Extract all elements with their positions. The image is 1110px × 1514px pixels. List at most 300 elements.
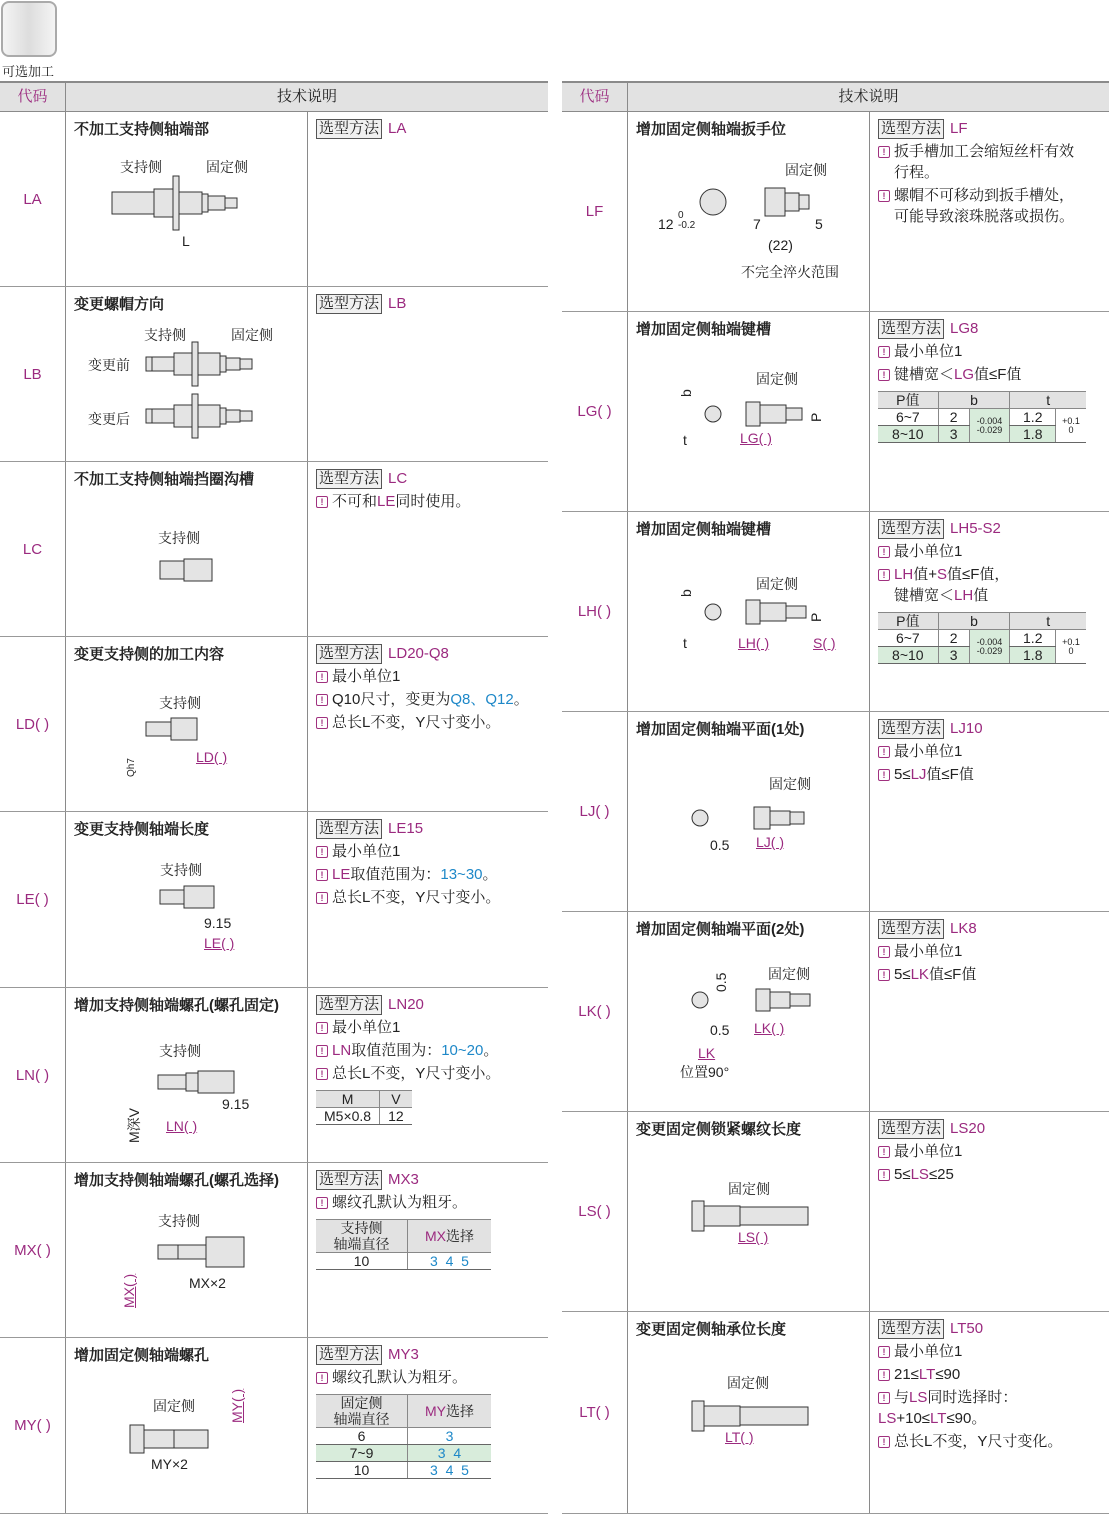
drawing-label: P (808, 612, 824, 622)
shaft-segment (146, 357, 152, 371)
shaft-segment (184, 886, 214, 908)
shaft-segment (160, 890, 184, 904)
shaft-segment (740, 1207, 808, 1225)
shaft-segment (704, 1406, 740, 1426)
shaft-segment (220, 356, 226, 372)
option-row-lb (0, 287, 548, 462)
drawing-label: 支持侧 (144, 327, 186, 343)
selection-method (878, 518, 1101, 539)
tol-lower: 0 (1068, 424, 1074, 435)
note-item (316, 1017, 540, 1038)
shaft-segment (130, 1425, 144, 1453)
selection-method-label: 选型方法 (878, 1319, 944, 1339)
warning-icon: ! (316, 717, 328, 729)
drawing-cell (628, 312, 870, 511)
warning-icon: ! (316, 869, 328, 881)
shaft-segment (765, 188, 785, 216)
subtable-row (316, 1253, 491, 1270)
note-item (878, 1341, 1101, 1362)
p-value: 8~10 (878, 426, 938, 443)
note-line (878, 1164, 1101, 1185)
spec-subtable (316, 1090, 412, 1125)
text: 值≤F值 (928, 966, 977, 983)
warning-icon: ! (878, 1392, 890, 1404)
drawing-label: 位置90° (680, 1064, 730, 1080)
text: 键槽宽＜ (894, 366, 955, 383)
warning-icon: ! (878, 569, 890, 581)
note-line (316, 1017, 540, 1038)
shaft-segment (220, 408, 226, 424)
shaft-segment (174, 405, 192, 427)
text: 5≤ (894, 966, 911, 983)
drawing-label: P (808, 412, 824, 422)
drawing-cell (628, 712, 870, 911)
highlight-text: S (936, 566, 947, 583)
shaft-drawing (628, 112, 869, 312)
option-row-ls (562, 1112, 1109, 1312)
text: 螺帽不可移动到扳手槽处， (894, 187, 1075, 204)
note-line (316, 887, 540, 908)
option-code: LF (562, 112, 628, 311)
drawing-label: MY( ) (229, 1388, 245, 1423)
selection-method-label: 选型方法 (316, 819, 382, 839)
drawing-cell (628, 1312, 870, 1513)
shaft-segment (186, 1073, 198, 1091)
option-code: LK( ) (562, 912, 628, 1111)
drawing-label: 固定侧 (756, 576, 798, 592)
note-line (316, 864, 540, 885)
tol-lower: -0.029 (976, 424, 1003, 435)
subtable-row (316, 1445, 491, 1462)
drawing-label: LH( ) (738, 635, 770, 651)
shaft-section-circle (692, 992, 708, 1008)
note-line (878, 364, 1101, 385)
shaft-segment (198, 405, 220, 427)
text: 取值范围为： (351, 1042, 442, 1059)
shaft-drawing (628, 912, 869, 1112)
shaft-segment (208, 196, 225, 210)
subtable-header (316, 1220, 407, 1253)
shaft-segment (754, 807, 770, 829)
drawing-label: (22) (768, 237, 793, 253)
b-value: 3 (938, 647, 969, 664)
header-description: 技术说明 (66, 83, 548, 112)
subtable-cell: 3 (407, 1428, 491, 1445)
selection-method (316, 818, 540, 839)
drawing-label: S( ) (813, 635, 836, 651)
note-line (878, 964, 1101, 985)
drawing-label: 9.15 (204, 915, 232, 931)
drawing-label: b (678, 389, 694, 397)
option-title: 增加支持侧轴端螺孔(螺孔固定) (74, 997, 279, 1014)
option-code: LE( ) (0, 812, 66, 987)
shaft-segment (152, 357, 174, 371)
keyway-table (878, 612, 1086, 664)
text: 5≤ (894, 1166, 911, 1183)
shaft-segment (192, 342, 198, 386)
shaft-segment (225, 198, 237, 208)
option-code: LC (0, 462, 66, 636)
drawing-cell (628, 1112, 870, 1311)
option-title: 增加固定侧轴端平面(2处) (636, 921, 805, 938)
warning-icon: ! (878, 1436, 890, 1448)
text: 最小单位1 (894, 543, 963, 560)
option-code: LJ( ) (562, 712, 628, 911)
note-item (878, 541, 1101, 562)
selection-example: LJ10 (950, 720, 983, 737)
option-title: 增加固定侧轴端键槽 (636, 321, 772, 338)
header-description: 技术说明 (628, 83, 1109, 112)
drawing-label: M深V (126, 1108, 142, 1143)
selection-method (316, 1344, 540, 1365)
option-code: LG( ) (562, 312, 628, 511)
option-row-lh (562, 512, 1109, 712)
option-title: 变更支持侧轴端长度 (74, 821, 210, 838)
drawing-label: 0.5 (713, 972, 729, 992)
note-item (878, 1387, 1101, 1429)
shaft-segment (790, 812, 804, 824)
shaft-segment (192, 394, 198, 438)
drawing-label: 固定侧 (785, 162, 827, 178)
shaft-section-circle (692, 810, 708, 826)
option-row-lc (0, 462, 548, 637)
shaft-segment (158, 1245, 178, 1259)
text: 扳手槽加工会缩短丝杆有效 (894, 143, 1075, 160)
shaft-segment (160, 561, 184, 579)
option-row-lg (562, 312, 1109, 512)
drawing-label: 固定侧 (756, 371, 798, 387)
highlight-text: LE (332, 866, 351, 883)
text: 总长L不变，Y尺寸变化。 (894, 1433, 1063, 1450)
warning-icon: ! (316, 1372, 328, 1384)
subtable-cell: 6 (316, 1428, 407, 1445)
shaft-segment (154, 189, 173, 217)
note-item (316, 1192, 540, 1213)
shaft-segment (740, 1407, 808, 1425)
drawing-label: 7 (753, 216, 761, 232)
selection-method (878, 118, 1101, 139)
note-line (878, 1431, 1101, 1452)
shaft-segment (790, 994, 810, 1006)
warning-icon: ! (316, 1022, 328, 1034)
subtable-header (316, 1091, 380, 1108)
text: 螺纹孔默认为粗牙。 (332, 1194, 468, 1211)
warning-icon: ! (878, 1369, 890, 1381)
subtable-cell: 10 (316, 1253, 407, 1270)
option-code: LT( ) (562, 1312, 628, 1513)
selection-method (878, 918, 1101, 939)
description-cell (870, 712, 1109, 911)
drawing-label: 固定侧 (769, 776, 811, 792)
b-tolerance (969, 630, 1010, 664)
selection-example: LF (950, 120, 968, 137)
drawing-label: 变更前 (88, 357, 130, 373)
keyway-header: t (1010, 392, 1086, 409)
tol-upper: -0.004 (976, 415, 1003, 426)
highlight-text: MX (424, 1228, 446, 1244)
shaft-segment (144, 1430, 174, 1448)
note-line (316, 689, 540, 710)
t-value: 1.8 (1010, 647, 1056, 664)
text: 最小单位1 (894, 943, 963, 960)
description-cell (870, 912, 1109, 1111)
text: 最小单位1 (894, 343, 963, 360)
selection-example: LT50 (950, 1320, 984, 1337)
warning-icon: ! (316, 1197, 328, 1209)
tol-upper: -0.004 (976, 636, 1003, 647)
shaft-segment (770, 811, 790, 825)
text: 最小单位1 (332, 1019, 401, 1036)
text: 最小单位1 (332, 668, 401, 685)
option-row-lk (562, 912, 1109, 1112)
selection-method-label: 选型方法 (316, 995, 382, 1015)
note-line (316, 1063, 540, 1084)
note-item (878, 564, 1101, 606)
text: ≤25 (928, 1166, 954, 1183)
note-line (878, 1364, 1101, 1385)
selection-method (316, 1169, 540, 1190)
option-row-la (0, 112, 548, 287)
description-cell (308, 287, 548, 461)
option-row-lf (562, 112, 1109, 312)
selection-example: LC (388, 470, 408, 487)
subtable-header (316, 1395, 407, 1428)
tol-lower: 0 (1068, 645, 1074, 656)
note-item (316, 491, 540, 512)
option-code: LB (0, 287, 66, 461)
note-line (878, 341, 1101, 362)
description-cell (308, 812, 548, 987)
note-line (878, 206, 1101, 227)
spec-table-left (0, 81, 548, 1514)
warning-icon: ! (316, 496, 328, 508)
selection-method (878, 318, 1101, 339)
drawing-cell (66, 462, 308, 636)
keyway-row (878, 409, 1086, 426)
keyway-header: b (938, 613, 1010, 630)
text: 选择 (445, 1228, 474, 1244)
option-row-mx (0, 1163, 548, 1338)
description-cell (870, 1112, 1109, 1311)
header-code: 代码 (562, 83, 628, 112)
note-line (316, 666, 540, 687)
shaft-segment (692, 1201, 704, 1231)
text: 最小单位1 (332, 843, 401, 860)
note-item (878, 964, 1101, 985)
selection-method-label: 选型方法 (878, 1119, 944, 1139)
subtable-header (407, 1220, 491, 1253)
option-title: 增加固定侧轴端平面(1处) (636, 721, 805, 738)
highlight-text: LH (954, 587, 974, 604)
shaft-segment (746, 600, 760, 624)
description-cell (308, 988, 548, 1162)
option-code: LA (0, 112, 66, 286)
warning-icon: ! (878, 546, 890, 558)
description-cell (870, 512, 1109, 711)
option-title: 变更支持侧的加工内容 (74, 646, 225, 663)
highlight-text: LN (332, 1042, 352, 1059)
shaft-segment (226, 410, 240, 422)
highlight-text: LS (878, 1410, 897, 1427)
text: 同时使用。 (395, 493, 471, 510)
warning-icon: ! (878, 746, 890, 758)
subtable-cell: 7~9 (316, 1445, 407, 1462)
drawing-label: 固定侧 (206, 159, 248, 175)
shaft-segment (198, 353, 220, 375)
shaft-segment (174, 1430, 208, 1448)
b-value: 2 (938, 409, 969, 426)
text: 值≤F值 (974, 366, 1022, 383)
note-line (878, 941, 1101, 962)
subtable-header (407, 1395, 491, 1428)
selection-example: LB (388, 295, 407, 312)
warning-icon: ! (316, 694, 328, 706)
selection-method (878, 1118, 1101, 1139)
tol-lower: -0.029 (976, 645, 1003, 656)
text: 。 (482, 866, 498, 883)
note-line (878, 1341, 1101, 1362)
drawing-cell (66, 1163, 308, 1337)
text: 与 (894, 1389, 910, 1406)
warning-icon: ! (878, 946, 890, 958)
highlight-text: LS (909, 1389, 928, 1406)
shaft-segment (770, 992, 790, 1008)
text: 21≤ (894, 1366, 919, 1383)
selection-example: MX3 (388, 1171, 419, 1188)
option-title: 不加工支持侧轴端挡圈沟槽 (74, 471, 255, 488)
option-code: MY( ) (0, 1338, 66, 1513)
selection-example: LK8 (950, 920, 977, 937)
option-title: 增加固定侧轴端扳手位 (636, 121, 787, 138)
highlight-text: Q8、Q12 (450, 691, 514, 708)
selection-method (878, 1318, 1101, 1339)
selection-method (878, 718, 1101, 739)
header-code: 代码 (0, 83, 66, 112)
text: 取值范围为： (350, 866, 441, 883)
note-item (878, 341, 1101, 362)
note-item (878, 764, 1101, 785)
shaft-section-circle (700, 189, 726, 215)
warning-icon: ! (878, 346, 890, 358)
drawing-label: Qh7 (126, 758, 137, 777)
drawing-label: LT( ) (725, 1429, 754, 1445)
shaft-drawing (628, 712, 869, 912)
note-item (316, 689, 540, 710)
shaft-segment (760, 405, 786, 423)
text: 。 (513, 691, 529, 708)
drawing-label: 支持侧 (158, 530, 200, 546)
shaft-segment (786, 606, 806, 618)
warning-icon: ! (316, 1045, 328, 1057)
drawing-label: MX×2 (189, 1275, 226, 1291)
warning-icon: ! (878, 1346, 890, 1358)
text: 最小单位1 (894, 1143, 963, 1160)
text: Q10尺寸，变更为 (332, 691, 451, 708)
note-item (878, 1164, 1101, 1185)
keyway-header: t (1010, 613, 1086, 630)
highlight-text: LK (910, 966, 929, 983)
selection-example: MY3 (388, 1346, 419, 1363)
highlight-text: LT (918, 1366, 936, 1383)
selection-example: LS20 (950, 1120, 986, 1137)
text: 键槽宽＜ (894, 587, 955, 604)
keyway-table (878, 391, 1086, 443)
warning-icon: ! (316, 892, 328, 904)
description-cell (870, 1312, 1109, 1513)
drawing-label: 0 (678, 210, 684, 221)
shaft-segment (173, 176, 179, 230)
drawing-cell (628, 912, 870, 1111)
note-line (878, 564, 1101, 585)
subtable-row (316, 1108, 412, 1125)
text: 总长L不变，Y尺寸变小。 (332, 1065, 501, 1082)
shaft-drawing (628, 512, 869, 712)
option-code: LH( ) (562, 512, 628, 711)
highlight-text: LH (894, 566, 914, 583)
drawing-label: b (678, 589, 694, 597)
shaft-segment (202, 194, 208, 212)
text: 支持侧 轴端直径 (333, 1220, 390, 1252)
description-cell (308, 462, 548, 636)
note-line (316, 1192, 540, 1213)
drawing-label: -0.2 (678, 220, 696, 231)
shaft-segment (240, 359, 252, 369)
b-value: 3 (938, 426, 969, 443)
highlight-text: MY (424, 1403, 446, 1419)
description-cell (870, 312, 1109, 511)
selection-method (316, 293, 540, 314)
subtable-cell: 12 (380, 1108, 412, 1125)
option-title: 变更固定侧轴承位长度 (636, 1321, 787, 1338)
text: 同时选择时： (927, 1389, 1018, 1406)
selection-method-label: 选型方法 (316, 644, 382, 664)
shaft-segment (240, 411, 252, 421)
option-row-ln (0, 988, 548, 1163)
text: V (391, 1091, 401, 1107)
drawing-label: 9.15 (222, 1096, 250, 1112)
note-line (878, 541, 1101, 562)
subtable-cell: 3 4 5 (407, 1462, 491, 1479)
option-title: 变更固定侧锁紧螺纹长度 (636, 1121, 802, 1138)
note-line (878, 1141, 1101, 1162)
highlight-text: 10~20 (441, 1042, 484, 1059)
note-line (316, 712, 540, 733)
note-item (878, 1364, 1101, 1385)
shaft-segment (785, 193, 799, 211)
shaft-segment (174, 353, 192, 375)
subtable-row (316, 1462, 491, 1479)
text: 值+ (913, 566, 937, 583)
spec-table-right (562, 81, 1109, 1514)
option-row-ld (0, 637, 548, 812)
shaft-segment (786, 408, 802, 420)
shaft-segment (692, 1401, 704, 1431)
option-code: LN( ) (0, 988, 66, 1162)
tol-upper: +0.1 (1062, 636, 1080, 647)
option-title: 增加固定侧轴端螺孔 (74, 1347, 210, 1364)
selection-method-label: 选型方法 (316, 1170, 382, 1190)
drawing-label: 固定侧 (728, 1181, 770, 1197)
selection-method-label: 选型方法 (878, 719, 944, 739)
note-line (878, 585, 1101, 606)
shaft-drawing (628, 1312, 869, 1514)
highlight-text: LE (377, 493, 396, 510)
warning-icon: ! (878, 969, 890, 981)
tol-upper: +0.1 (1062, 415, 1080, 426)
selection-method-label: 选型方法 (878, 119, 944, 139)
subtable-cell: 3 4 5 (407, 1253, 491, 1270)
shaft-segment (198, 1071, 234, 1093)
